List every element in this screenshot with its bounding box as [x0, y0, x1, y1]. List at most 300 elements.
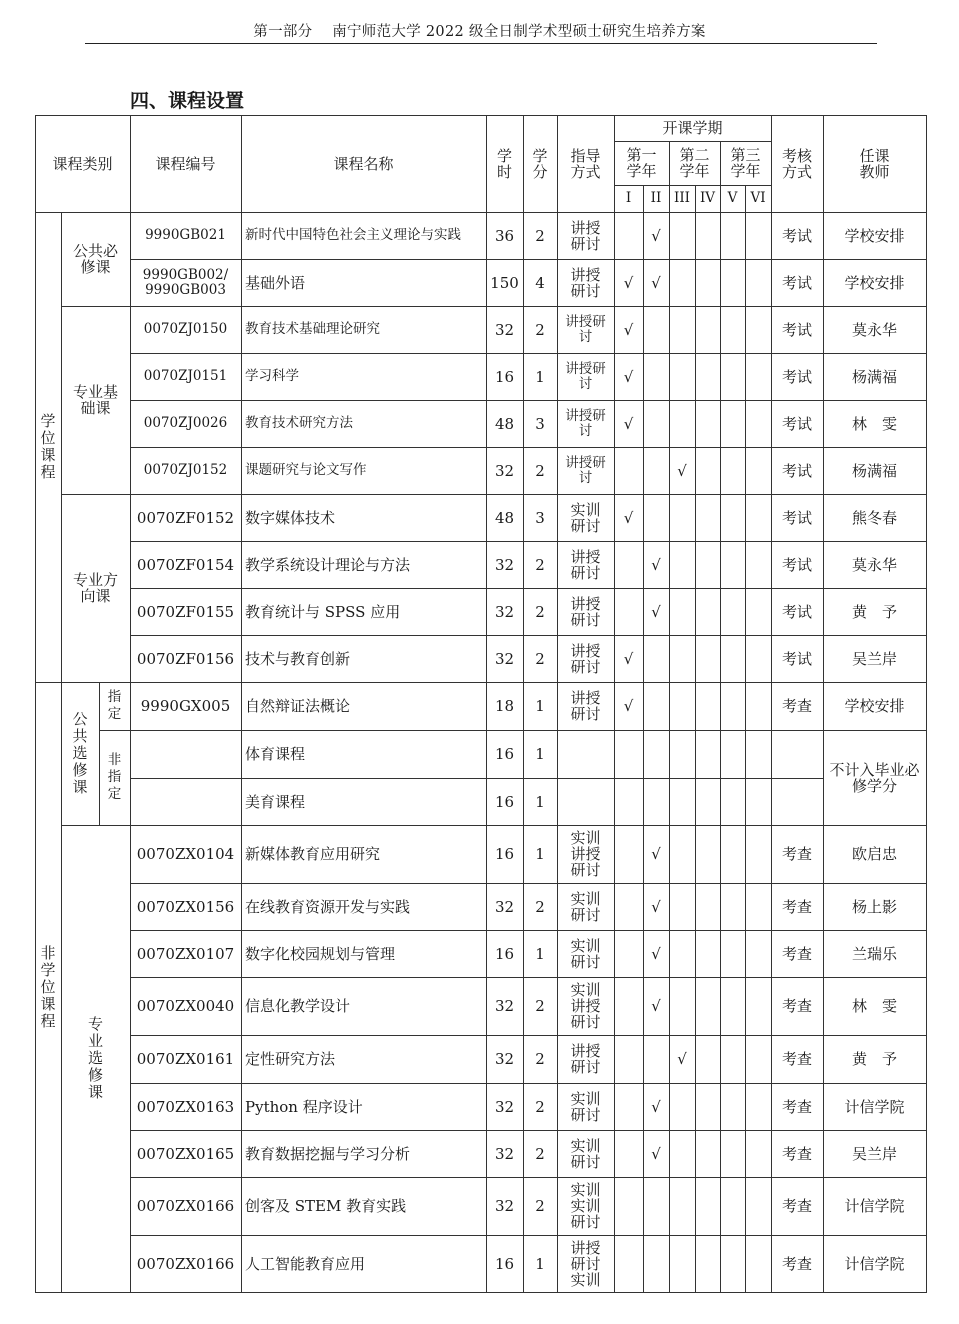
header-semester-II: II [650, 190, 662, 206]
cell-semester-I [614, 930, 643, 977]
cell-method: 实训研讨 [570, 500, 601, 535]
cell-semester-IV [695, 588, 720, 635]
cell-hours: 18 [494, 697, 515, 715]
cell-assessment: 考试 [781, 461, 812, 480]
cell-method: 讲授研讨 [570, 641, 601, 676]
cell-hours: 32 [494, 649, 515, 668]
header-method: 指导方式 [570, 146, 601, 181]
cell-assessment: 考试 [781, 508, 812, 527]
cell-semester-VI [745, 1035, 771, 1083]
cell-teacher: 莫永华 [851, 320, 897, 339]
cell-semester-VI [745, 400, 771, 447]
cell-credits: 1 [535, 367, 545, 386]
cell-teacher: 杨上影 [851, 897, 897, 916]
cell-semester-IV [695, 930, 720, 977]
cell-credits: 2 [535, 602, 545, 621]
cell-teacher: 杨满福 [851, 461, 897, 480]
cell-method: 讲授研讨 [570, 689, 601, 723]
cell-semester-V [720, 1177, 745, 1235]
cell-semester-IV [695, 306, 720, 353]
header-semester-IV: IV [699, 190, 716, 206]
grid-line-h [130, 588, 927, 589]
grid-line-h [61, 494, 927, 495]
cell-semester-V [720, 977, 745, 1035]
cell-credits: 2 [535, 649, 545, 668]
cell-hours: 32 [494, 1144, 515, 1163]
cell-name: 教育统计与 SPSS 应用 [245, 602, 401, 621]
header-semester-VI: VI [750, 190, 766, 206]
cell-semester-II [643, 306, 669, 353]
cell-semester-III [669, 212, 695, 259]
cell-semester-II: √ [651, 555, 661, 574]
cell-semester-VI [745, 212, 771, 259]
grid-line-h [99, 730, 927, 731]
table-left-border [35, 115, 36, 1293]
cell-teacher: 计信学院 [844, 1254, 905, 1273]
cell-hours: 16 [494, 845, 515, 863]
header-credits: 学分 [532, 146, 548, 181]
cell-semester-IV [695, 977, 720, 1035]
cell-code: 0070ZF0155 [136, 602, 235, 621]
cell-teacher: 林 雯 [851, 997, 897, 1015]
cell-semester-IV [695, 1083, 720, 1130]
cell-semester-IV [695, 730, 720, 778]
cell-name: 数字媒体技术 [245, 508, 336, 527]
header-semester-V: V [727, 190, 738, 206]
cell-semester-V [720, 930, 745, 977]
grid-line-h [614, 141, 772, 142]
cell-name: 数字化校园规划与管理 [245, 944, 396, 963]
cell-assessment: 考查 [781, 897, 812, 916]
grid-line-h [35, 212, 927, 213]
cell-code: 0070ZX0166 [136, 1197, 235, 1215]
cell-semester-III [669, 588, 695, 635]
cell-assessment: 考查 [781, 944, 812, 963]
cell-semester-III: √ [677, 1050, 687, 1068]
cell-assessment [771, 730, 823, 778]
cell-semester-VI [745, 1177, 771, 1235]
cell-name: 教育技术基础理论研究 [245, 321, 380, 337]
cell-hours: 48 [494, 508, 515, 527]
cell-semester-VI [745, 541, 771, 588]
cell-semester-V [720, 353, 745, 400]
grid-line-h [130, 259, 927, 260]
cell-semester-I [614, 541, 643, 588]
cell-semester-IV [695, 778, 720, 825]
cell-teacher: 莫永华 [851, 555, 897, 574]
cell-semester-V [720, 883, 745, 930]
grid-line-h [130, 977, 927, 978]
cell-semester-III [669, 778, 695, 825]
cell-hours: 16 [494, 944, 515, 963]
cell-semester-IV [695, 400, 720, 447]
grid-line-h [130, 353, 927, 354]
cell-name: 在线教育资源开发与实践 [245, 897, 411, 916]
cell-method: 讲授研讨 [570, 218, 601, 253]
cell-semester-II [643, 682, 669, 730]
cell-semester-V [720, 1035, 745, 1083]
cell-method: 实训实训研讨 [570, 1181, 601, 1231]
cell-semester-V [720, 306, 745, 353]
cell-semester-I [614, 1035, 643, 1083]
cell-credits: 1 [535, 944, 545, 963]
cell-semester-I [614, 778, 643, 825]
cell-code: 9990GB021 [145, 227, 226, 243]
cell-hours: 48 [494, 414, 515, 433]
cell-semester-I [614, 447, 643, 494]
cell-method: 讲授研讨 [570, 547, 601, 582]
cell-method: 讲授研讨 [570, 1042, 601, 1076]
cell-credits: 2 [535, 997, 545, 1015]
grid-line-h [130, 930, 927, 931]
cell-method: 讲授研讨 [570, 265, 601, 300]
cell-code: 0070ZX0165 [136, 1144, 235, 1163]
cell-hours: 32 [494, 555, 515, 574]
cell-code: 0070ZF0156 [136, 649, 235, 668]
cell-semester-VI [745, 1235, 771, 1292]
cell-semester-IV [695, 1035, 720, 1083]
cell-semester-V [720, 259, 745, 306]
cell-hours: 32 [494, 461, 515, 480]
cell-semester-II: √ [651, 273, 661, 292]
grid-line-v [669, 141, 670, 1293]
cell-semester-III [669, 541, 695, 588]
cell-semester-III [669, 259, 695, 306]
cell-semester-V [720, 541, 745, 588]
cell-semester-IV [695, 635, 720, 682]
cell-semester-III [669, 977, 695, 1035]
header-semester-group: 开课学期 [662, 119, 723, 137]
cell-hours: 32 [494, 897, 515, 916]
cell-semester-III [669, 306, 695, 353]
cell-semester-III [669, 1083, 695, 1130]
group-major-direction: 专业方向课 [72, 571, 118, 605]
cell-semester-III [669, 682, 695, 730]
group-non-designated [99, 730, 130, 825]
cell-semester-I: √ [623, 697, 634, 715]
cell-semester-IV [695, 883, 720, 930]
cell-method: 讲授研讨 [565, 360, 606, 392]
cell-credits: 1 [535, 697, 545, 715]
cell-semester-I [614, 883, 643, 930]
cell-teacher: 林 雯 [851, 414, 897, 433]
cell-semester-VI [745, 682, 771, 730]
cell-semester-II: √ [651, 845, 661, 863]
cell-name: 体育课程 [245, 745, 306, 763]
cell-semester-VI [745, 778, 771, 825]
cell-semester-V [720, 588, 745, 635]
cell-assessment: 考试 [781, 602, 812, 621]
cell-hours: 36 [494, 226, 515, 245]
group-designated-text: 指定 [107, 689, 122, 722]
cell-semester-II: √ [651, 226, 661, 245]
cell-semester-II [643, 494, 669, 541]
cell-credits: 1 [535, 1254, 545, 1273]
cell-assessment: 考查 [781, 1197, 812, 1215]
cell-hours: 32 [494, 602, 515, 621]
group-major-basic: 专业基础课 [72, 383, 118, 417]
cell-semester-VI [745, 1130, 771, 1177]
grid-line-h [130, 541, 927, 542]
cell-name: 美育课程 [245, 792, 306, 811]
cell-credits: 1 [535, 745, 545, 763]
grid-line-v [61, 212, 62, 1293]
cell-semester-V [720, 730, 745, 778]
cell-teacher: 吴兰岸 [851, 1144, 897, 1163]
cell-semester-VI [745, 977, 771, 1035]
cell-assessment: 考查 [781, 997, 812, 1015]
cell-semester-IV [695, 1177, 720, 1235]
cell-teacher: 杨满福 [851, 367, 897, 386]
header-category: 课程类别 [52, 154, 113, 173]
cell-semester-IV [695, 212, 720, 259]
cell-teacher: 黄 予 [851, 1050, 897, 1068]
group-non-designated-text: 非指定 [107, 752, 122, 802]
cell-assessment: 考查 [781, 1097, 812, 1116]
cell-code: 0070ZX0040 [136, 997, 235, 1015]
cell-semester-II [643, 778, 669, 825]
header-assessment: 考核方式 [781, 146, 812, 181]
cell-code: 0070ZJ0026 [143, 415, 228, 431]
cell-semester-IV [695, 1235, 720, 1292]
grid-line-v [720, 141, 721, 1293]
cell-code: 0070ZX0107 [136, 944, 235, 963]
cell-method: 实训研讨 [570, 1136, 601, 1171]
table-right-border [926, 115, 927, 1293]
cell-teacher: 计信学院 [844, 1097, 905, 1116]
cell-assessment: 考试 [781, 273, 812, 292]
cell-credits: 2 [535, 555, 545, 574]
cell-semester-VI [745, 353, 771, 400]
cell-semester-II [643, 400, 669, 447]
cell-semester-V [720, 1130, 745, 1177]
cell-semester-III [669, 1130, 695, 1177]
cell-semester-II [643, 1035, 669, 1083]
cell-teacher-merged-note: 不计入毕业必修学分 [829, 760, 920, 795]
cell-credits: 2 [535, 320, 545, 339]
cell-semester-II [643, 353, 669, 400]
grid-line-v [523, 115, 524, 1293]
cell-semester-I [614, 730, 643, 778]
grid-line-v [643, 185, 644, 1293]
cell-semester-VI [745, 494, 771, 541]
cell-semester-III [669, 883, 695, 930]
cell-assessment: 考试 [781, 320, 812, 339]
cell-code [130, 730, 241, 778]
cell-code: 0070ZJ0151 [143, 368, 228, 384]
cell-semester-VI [745, 259, 771, 306]
cell-semester-IV [695, 1130, 720, 1177]
cell-semester-III [669, 825, 695, 883]
grid-line-h [130, 1083, 927, 1084]
cell-semester-III [669, 494, 695, 541]
cell-teacher: 学校安排 [844, 697, 905, 715]
cell-semester-VI [745, 635, 771, 682]
cell-name: Python 程序设计 [245, 1097, 363, 1116]
grid-line-v [130, 115, 131, 1293]
cell-semester-V [720, 635, 745, 682]
cell-teacher: 兰瑞乐 [851, 944, 897, 963]
cell-semester-V [720, 447, 745, 494]
grid-line-v [771, 115, 772, 1293]
cell-semester-I: √ [623, 273, 634, 292]
cell-name: 教育数据挖掘与学习分析 [245, 1144, 411, 1163]
cell-teacher: 欧启忠 [851, 845, 897, 863]
cell-code: 0070ZJ0150 [143, 321, 228, 337]
section-title: 四、课程设置 [130, 90, 245, 112]
cell-semester-II [643, 1177, 669, 1235]
cell-name: 创客及 STEM 教育实践 [245, 1197, 407, 1215]
cell-teacher: 吴兰岸 [851, 649, 897, 668]
cell-name: 技术与教育创新 [245, 649, 351, 668]
cell-credits: 3 [535, 414, 545, 433]
cell-hours: 32 [494, 1197, 515, 1215]
group-non-degree-text: 非学位课程 [40, 943, 56, 1030]
cell-semester-V [720, 212, 745, 259]
cell-hours: 16 [494, 745, 515, 763]
cell-method: 讲授研讨 [565, 407, 606, 439]
cell-assessment: 考试 [781, 555, 812, 574]
cell-semester-IV [695, 682, 720, 730]
cell-semester-IV [695, 259, 720, 306]
cell-semester-II [643, 635, 669, 682]
cell-assessment: 考试 [781, 367, 812, 386]
cell-semester-I [614, 212, 643, 259]
cell-credits: 2 [535, 226, 545, 245]
cell-semester-II [643, 730, 669, 778]
cell-semester-II [643, 1235, 669, 1292]
cell-semester-V [720, 400, 745, 447]
cell-semester-I: √ [623, 649, 634, 668]
cell-semester-V [720, 682, 745, 730]
cell-assessment: 考查 [781, 1144, 812, 1163]
header-hours: 学时 [496, 146, 512, 181]
grid-line-h [130, 1130, 927, 1131]
cell-hours: 32 [494, 997, 515, 1015]
group-non-degree [35, 682, 61, 1292]
grid-line-v [486, 115, 487, 1293]
cell-semester-I [614, 588, 643, 635]
cell-semester-I [614, 977, 643, 1035]
group-designated [99, 682, 130, 730]
cell-code: 9990GX005 [140, 697, 231, 715]
cell-method: 讲授研讨 [565, 454, 606, 486]
cell-semester-VI [745, 883, 771, 930]
cell-credits: 2 [535, 1197, 545, 1215]
cell-credits: 1 [535, 792, 545, 811]
cell-semester-II: √ [651, 897, 661, 916]
cell-hours: 32 [494, 1097, 515, 1116]
cell-name: 新时代中国特色社会主义理论与实践 [245, 227, 461, 243]
cell-name: 学习科学 [245, 368, 299, 384]
grid-line-h [61, 306, 927, 307]
cell-code: 0070ZX0161 [136, 1050, 235, 1068]
cell-semester-VI [745, 930, 771, 977]
cell-code: 0070ZX0163 [136, 1097, 235, 1116]
cell-method [557, 730, 614, 778]
cell-semester-I [614, 825, 643, 883]
cell-teacher: 学校安排 [844, 226, 905, 245]
cell-semester-V [720, 494, 745, 541]
cell-teacher: 计信学院 [844, 1197, 905, 1215]
group-public-elective-text: 公共选修课 [72, 710, 88, 796]
grid-line-v [557, 115, 558, 1293]
grid-line-v [241, 115, 242, 1293]
group-public-required: 公共必修课 [72, 242, 118, 276]
cell-semester-I [614, 1083, 643, 1130]
cell-code: 0070ZJ0152 [143, 462, 228, 478]
cell-assessment: 考查 [781, 1254, 812, 1273]
cell-semester-III [669, 1177, 695, 1235]
cell-semester-IV [695, 447, 720, 494]
header-year-1: 第一学年 [626, 146, 657, 180]
cell-semester-III [669, 353, 695, 400]
header-year-2: 第二学年 [679, 146, 710, 180]
cell-semester-II: √ [651, 1097, 661, 1116]
cell-semester-I: √ [623, 508, 634, 527]
grid-line-v [745, 185, 746, 1293]
cell-semester-I [614, 1130, 643, 1177]
group-major-elective-text: 专业选修课 [88, 1015, 104, 1101]
cell-credits: 2 [535, 1144, 545, 1163]
cell-name: 自然辩证法概论 [245, 697, 351, 715]
cell-method: 实训研讨 [570, 889, 601, 924]
grid-line-v [614, 115, 615, 1293]
header-code: 课程编号 [155, 154, 216, 173]
cell-name: 基础外语 [245, 273, 306, 292]
cell-semester-I [614, 1177, 643, 1235]
cell-name: 定性研究方法 [245, 1050, 336, 1068]
grid-line-v [823, 115, 824, 1293]
cell-semester-III [669, 730, 695, 778]
cell-semester-III [669, 930, 695, 977]
cell-method: 实训讲授研讨 [570, 981, 601, 1031]
grid-line-h [130, 1035, 927, 1036]
cell-method: 实训研讨 [570, 936, 601, 971]
cell-hours: 16 [494, 367, 515, 386]
cell-hours: 32 [494, 1050, 515, 1068]
cell-semester-IV [695, 825, 720, 883]
cell-semester-V [720, 1083, 745, 1130]
cell-assessment: 考查 [781, 697, 812, 715]
cell-semester-VI [745, 588, 771, 635]
cell-semester-IV [695, 494, 720, 541]
cell-semester-V [720, 1235, 745, 1292]
cell-teacher: 学校安排 [844, 273, 905, 292]
cell-semester-II: √ [651, 997, 661, 1015]
cell-code: 0070ZX0166 [136, 1254, 235, 1273]
page-header: 第一部分 南宁师范大学 2022 级全日制学术型硕士研究生培养方案 [253, 24, 706, 40]
cell-semester-III [669, 400, 695, 447]
cell-semester-III [669, 635, 695, 682]
cell-method: 讲授研讨实训 [570, 1238, 601, 1289]
cell-assessment: 考查 [781, 845, 812, 863]
cell-semester-III: √ [677, 461, 687, 480]
cell-code: 0070ZX0104 [136, 845, 235, 863]
cell-name: 教学系统设计理论与方法 [245, 555, 411, 574]
grid-line-h [130, 1235, 927, 1236]
cell-assessment: 考试 [781, 649, 812, 668]
group-major-elective [61, 825, 130, 1292]
cell-semester-IV [695, 541, 720, 588]
cell-name: 人工智能教育应用 [245, 1254, 366, 1273]
cell-teacher: 黄 予 [851, 602, 897, 621]
cell-method: 实训研讨 [570, 1089, 601, 1124]
grid-line-h [61, 825, 927, 826]
cell-semester-II [643, 447, 669, 494]
grid-line-h [130, 883, 927, 884]
grid-line-v [99, 682, 100, 826]
